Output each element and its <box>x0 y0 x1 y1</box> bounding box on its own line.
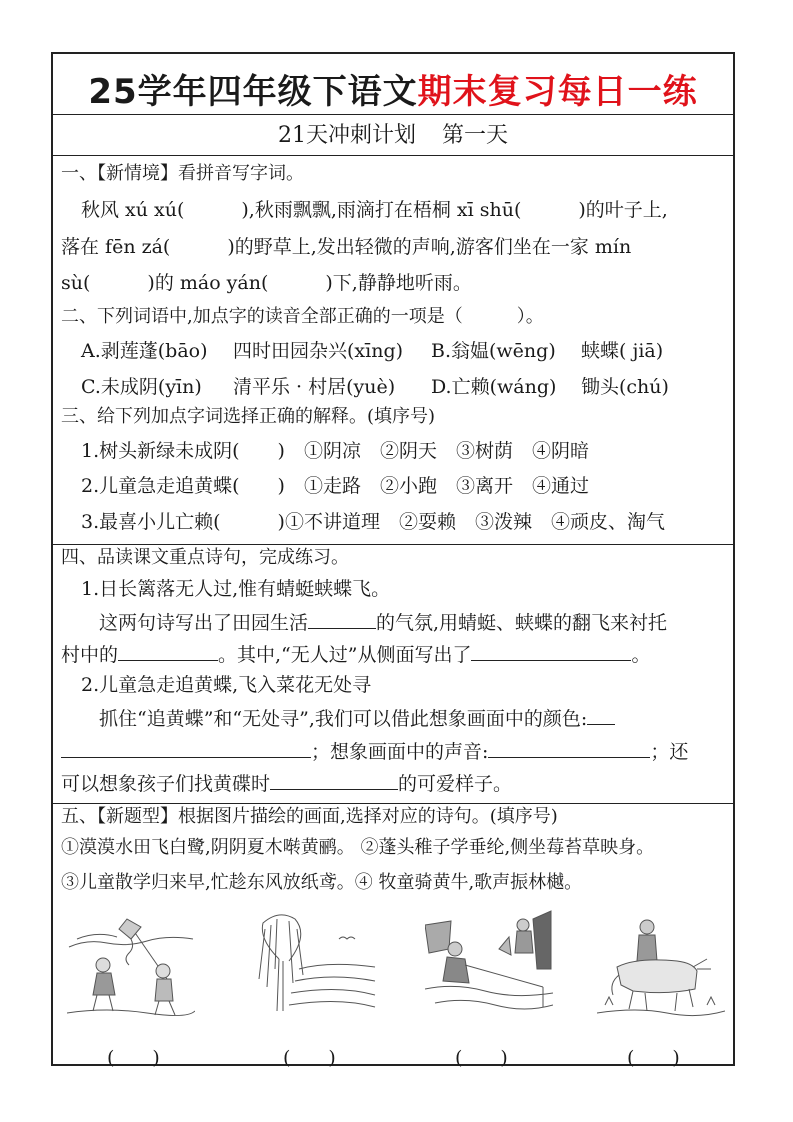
section2-heading: 二、下列词语中,加点字的读音全部正确的一项是（ ）。 <box>61 306 544 327</box>
answer-paren-3[interactable]: ( ) <box>455 1047 508 1069</box>
answer-blank[interactable] <box>308 610 376 629</box>
section4-q2: 2.儿童急走追黄蝶,飞入菜花无处寻 <box>81 674 372 696</box>
section3-row1: 1.树头新绿未成阴( ) ①阴凉 ②阴天 ③树荫 ④阴暗 <box>81 440 589 462</box>
q1-text-c: 村中的 <box>61 644 119 666</box>
answer-blank[interactable] <box>61 739 311 758</box>
section4-q2-line3 <box>61 771 512 796</box>
picture-child-fishing <box>425 909 553 1019</box>
worksheet-frame <box>51 52 735 1069</box>
section4-q1-line2 <box>61 642 651 667</box>
option-a2: 四时田园杂兴(xīng) <box>233 340 404 362</box>
section3-row2: 2.儿童急走追黄蝶( ) ①走路 ②小跑 ③离开 ④通过 <box>81 475 589 497</box>
option-b1: B.翁媪(wēng) <box>431 340 556 362</box>
day-label: 第一天 <box>441 123 508 148</box>
q2-text-e: 的可爱样子。 <box>398 773 513 795</box>
section4-q2-line2 <box>61 739 688 764</box>
q1-text-b: 的气氛,用蜻蜓、蛱蝶的翻飞来衬托 <box>376 612 668 634</box>
section1-line2: 落在 fēn zá( )的野草上,发出轻微的声响,游客们坐在一家 mín <box>61 236 632 258</box>
answer-blank[interactable] <box>118 642 218 661</box>
q1-text-e: 。 <box>631 644 651 666</box>
option-a1: A.剥莲蓬(bāo) <box>81 340 208 362</box>
picture-kite-children <box>67 909 195 1019</box>
option-d2: 锄头(chú) <box>581 376 669 398</box>
section4-q2-line1 <box>99 706 615 731</box>
title-black: 25学年四年级下语文 <box>88 72 418 112</box>
section4-heading: 四、品读课文重点诗句，完成练习。 <box>61 547 349 568</box>
answer-blank[interactable] <box>471 642 631 661</box>
q2-text-a: 抓住“追黄蝶”和“无处寻”,我们可以借此想象画面中的颜色: <box>99 708 588 730</box>
q1-text-d: 。其中,“无人过”从侧面写出了 <box>218 644 472 666</box>
answer-paren-2[interactable]: ( ) <box>283 1047 336 1069</box>
section5-line1: ①漠漠水田飞白鹭,阴阴夏木啭黄鹂。 ②蓬头稚子学垂纶,侧坐莓苔草映身。 <box>61 837 655 858</box>
section1-line3: sù( )的 máo yán( )下,静静地听雨。 <box>61 272 472 294</box>
q2-text-d: 可以想象孩子们找黄碟时 <box>61 773 271 795</box>
q2-text-c: ；还 <box>650 741 689 763</box>
section5-line2: ③儿童散学归来早,忙趁东风放纸鸢。④ 牧童骑黄牛,歌声振林樾。 <box>61 872 583 893</box>
option-d1: D.亡赖(wáng) <box>431 376 557 398</box>
title-red: 期末复习每日一练 <box>417 72 698 112</box>
picture-row <box>61 909 729 1069</box>
section1-heading: 一、【新情境】看拼音写字词。 <box>61 163 304 184</box>
section4-q1-line1 <box>99 610 667 635</box>
section4-q1: 1.日长篱落无人过,惟有蜻蜓蛱蝶飞。 <box>81 578 391 600</box>
page-subtitle <box>53 118 733 149</box>
answer-blank[interactable] <box>488 739 650 758</box>
page-title <box>53 64 733 113</box>
section5-heading: 五、【新题型】根据图片描绘的画面,选择对应的诗句。(填序号) <box>61 806 558 827</box>
picture-willow-field <box>249 909 377 1019</box>
answer-paren-4[interactable]: ( ) <box>627 1047 680 1069</box>
plan-label: 21天冲刺计划 <box>277 123 416 148</box>
option-c1: C.未成阴(yīn) <box>81 376 202 398</box>
q2-text-b: ；想象画面中的声音: <box>311 741 489 763</box>
picture-herdboy-ox <box>597 909 725 1019</box>
q1-text-a: 这两句诗写出了田园生活 <box>99 612 309 634</box>
answer-blank[interactable] <box>270 771 398 790</box>
section3-row3: 3.最喜小儿亡赖( )①不讲道理 ②耍赖 ③泼辣 ④顽皮、淘气 <box>81 511 665 533</box>
option-c2: 清平乐 · 村居(yuè) <box>233 376 396 398</box>
divider <box>53 544 733 545</box>
section3-heading: 三、给下列加点字词选择正确的解释。(填序号) <box>61 406 436 427</box>
option-b2: 蛱蝶( jiā) <box>581 340 664 362</box>
section1-line1: 秋风 xú xú( ),秋雨飘飘,雨滴打在梧桐 xī shū( )的叶子上, <box>81 199 668 221</box>
answer-paren-1[interactable]: ( ) <box>107 1047 160 1069</box>
answer-blank[interactable] <box>587 706 615 725</box>
divider <box>53 114 733 115</box>
divider <box>53 155 733 156</box>
divider <box>53 803 733 804</box>
